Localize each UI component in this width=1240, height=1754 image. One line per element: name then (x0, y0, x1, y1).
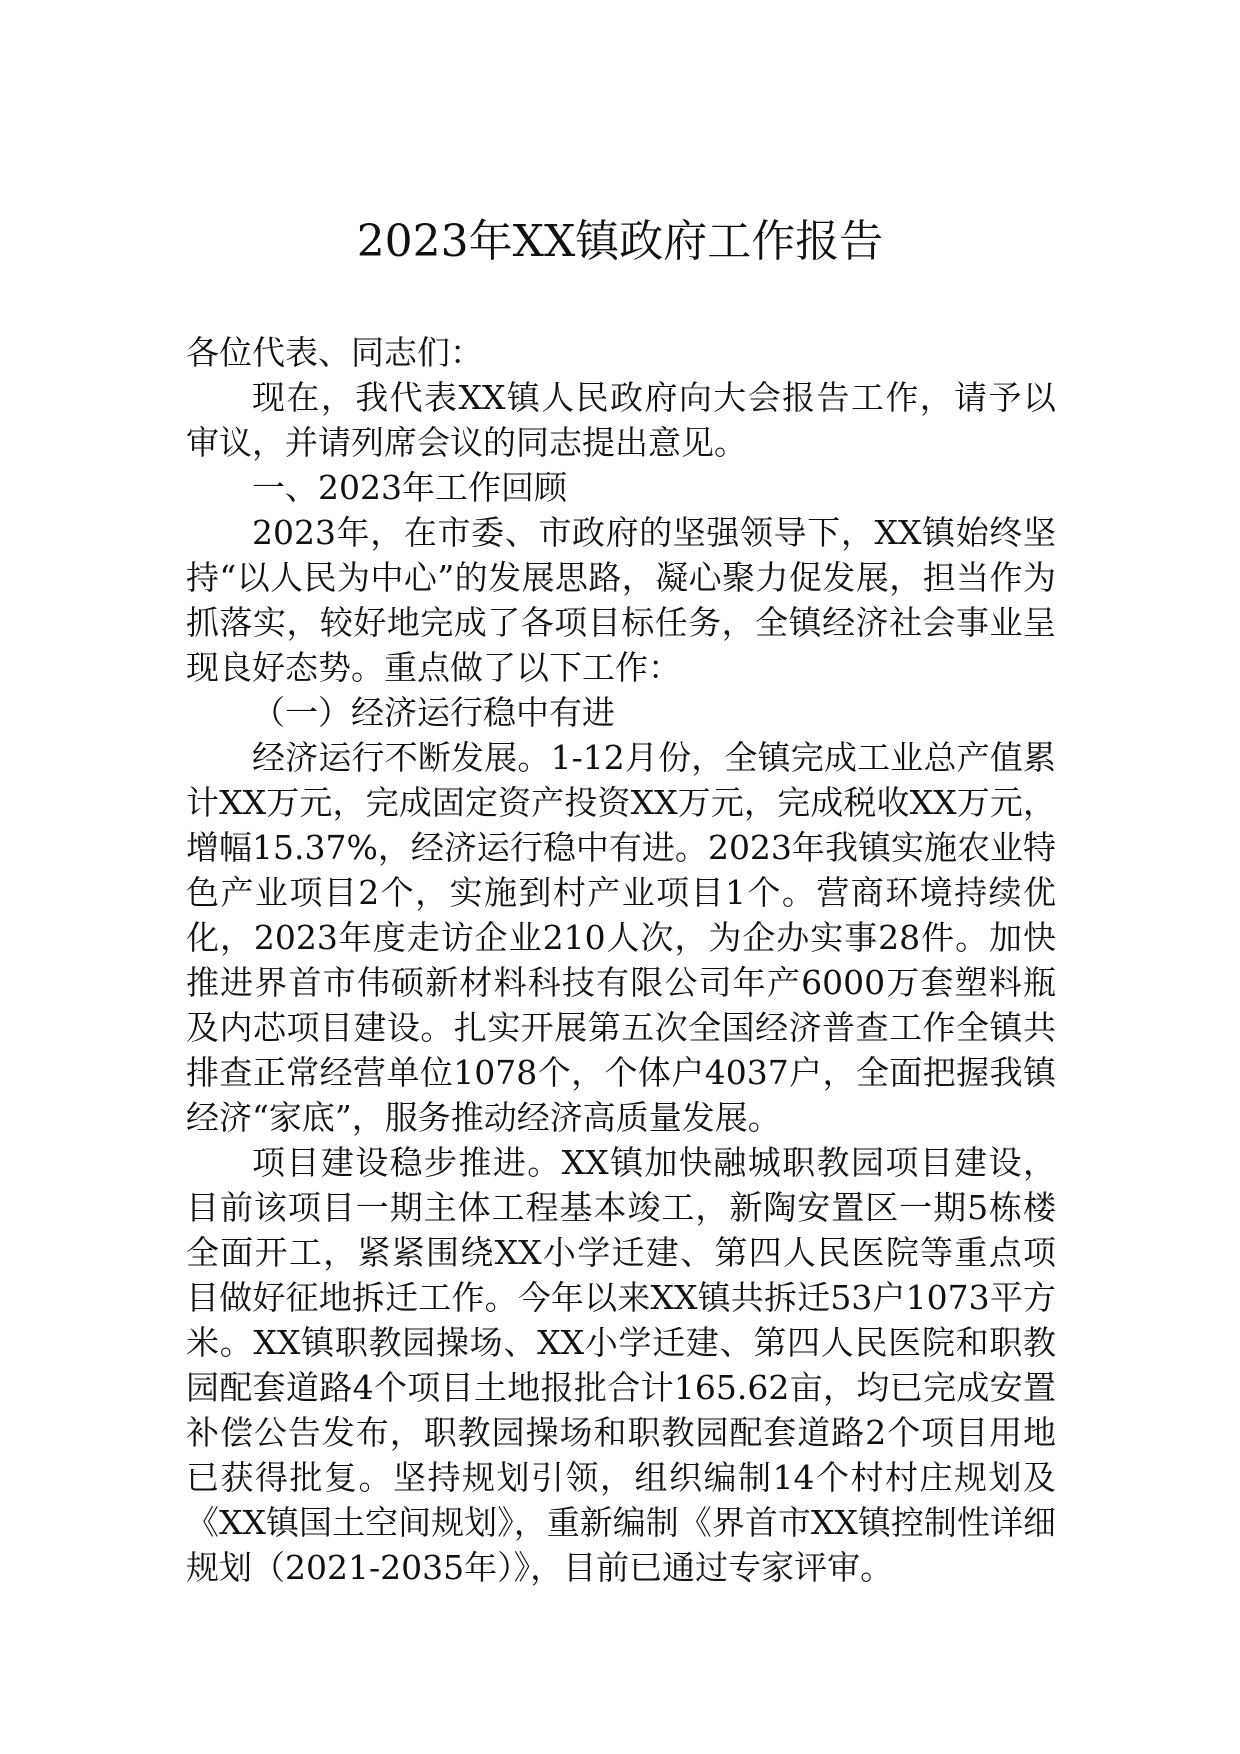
section-heading: 一、2023年工作回顾 (252, 468, 567, 507)
subsection-heading: （一）经济运行稳中有进 (252, 693, 615, 732)
document-body (186, 330, 1056, 1590)
paragraph-economy: 经济运行不断发展。1-12月份，全镇完成工业总产值累计XX万元，完成固定资产投资XX万元，完成税收XX万元，增幅15.37%，经济运行稳中有进。2023年我镇实施农业特色产业项目2个，实施到村产业项目1个。营商环境持续优化，2023年度走访企业210人次，为企办实事28件。加快推进界首市伟硕新材料科技有限公司年产6000万套塑料瓶及内芯项目建设。扎实开展第五次全国经济普查工作全镇共排查正常经营单位1078个，个体户4037户，全面把握我镇经济“家底”，服务推动经济高质量发展。 (186, 738, 1056, 1137)
salutation: 各位代表、同志们： (186, 333, 483, 372)
paragraph-overview: 2023年，在市委、市政府的坚强领导下，XX镇始终坚持“以人民为中心”的发展思路，凝心聚力促发展，担当作为抓落实，较好地完成了各项目标任务，全镇经济社会事业呈现良好态势。重点做了以下工作： (186, 513, 1056, 687)
document-title: 2023年XX镇政府工作报告 (356, 216, 884, 267)
paragraph-intro: 现在，我代表XX镇人民政府向大会报告工作，请予以审议，并请列席会议的同志提出意见。 (186, 378, 1056, 462)
paragraph-projects: 项目建设稳步推进。XX镇加快融城职教园项目建设，目前该项目一期主体工程基本竣工，新陶安置区一期5栋楼全面开工，紧紧围绕XX小学迁建、第四人民医院等重点项目做好征地拆迁工作。今年以来XX镇共拆迁53户1073平方米。XX镇职教园操场、XX小学迁建、第四人民医院和职教园配套道路4个项目土地报批合计165.62亩，均已完成安置补偿公告发布，职教园操场和职教园配套道路2个项目用地已获得批复。坚持规划引领，组织编制14个村村庄规划及《XX镇国土空间规划》，重新编制《界首市XX镇控制性详细规划（2021-2035年）》，目前已通过专家评审。 (186, 1143, 1056, 1587)
